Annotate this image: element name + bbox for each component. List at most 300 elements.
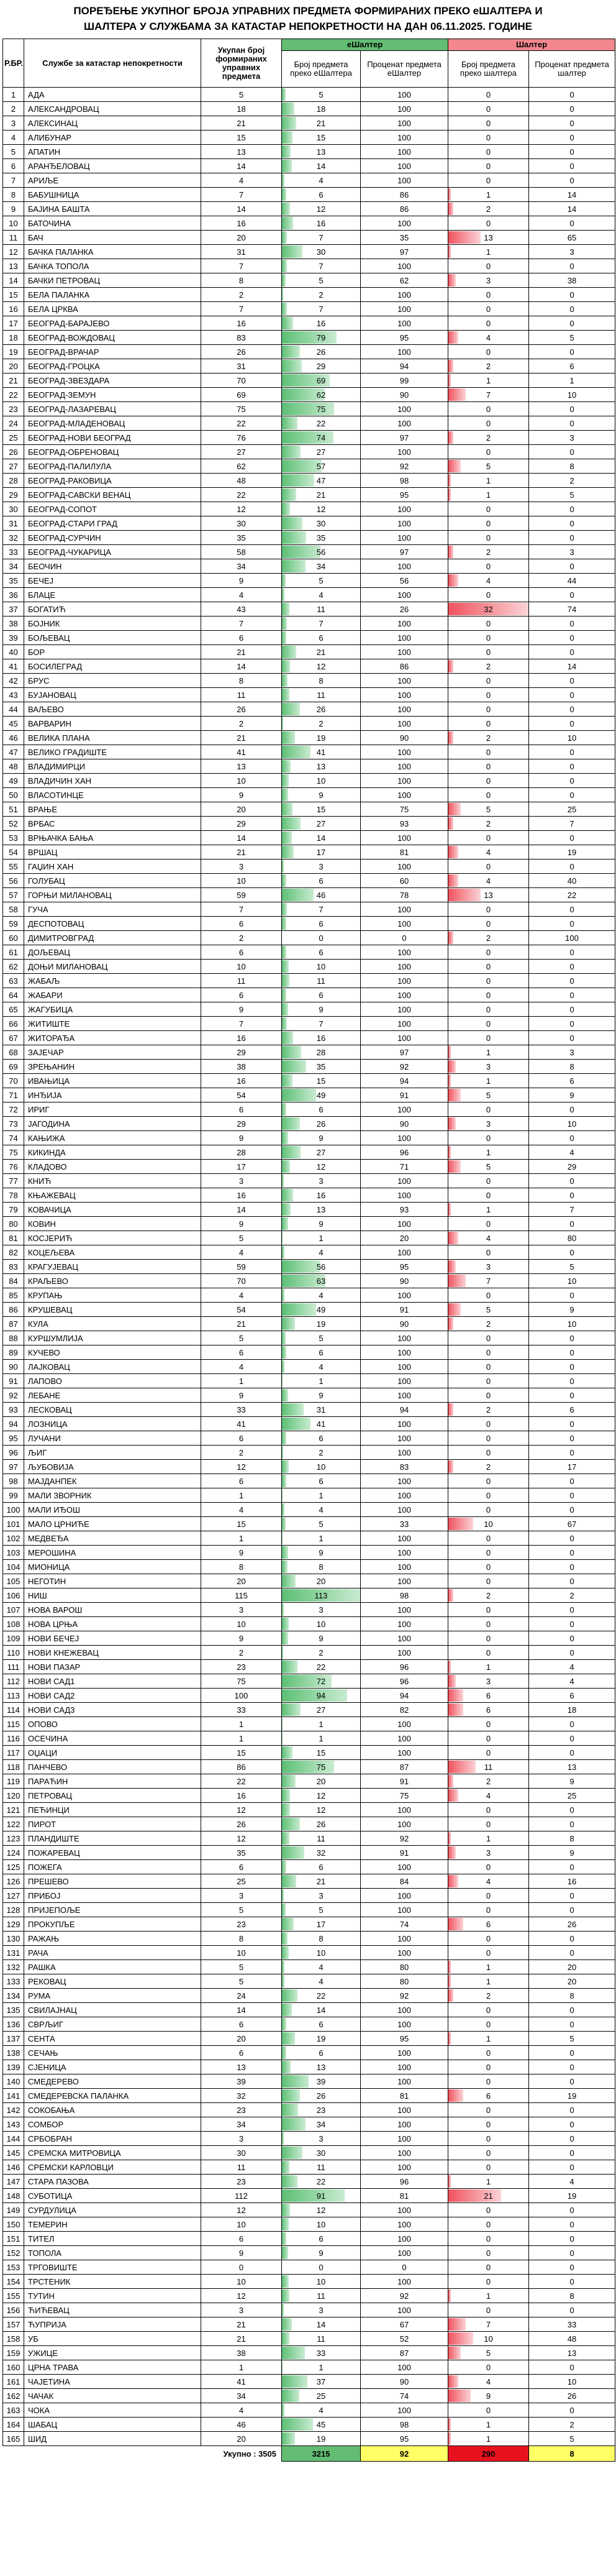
row-s-pct: 0 bbox=[529, 1560, 615, 1574]
row-s-count: 0 bbox=[448, 1946, 529, 1960]
row-total: 5 bbox=[201, 1903, 282, 1917]
row-service-name: БОГАТИЋ bbox=[24, 602, 201, 616]
row-e-count: 34 bbox=[282, 559, 361, 574]
table-row bbox=[3, 817, 615, 831]
row-service-name: НОВИ САД2 bbox=[24, 1689, 201, 1703]
row-e-count: 6 bbox=[282, 188, 361, 202]
row-s-count: 0 bbox=[448, 88, 529, 102]
row-number: 45 bbox=[3, 717, 24, 731]
row-s-pct: 14 bbox=[529, 202, 615, 216]
row-e-count: 9 bbox=[282, 1388, 361, 1403]
row-e-pct: 80 bbox=[361, 1974, 448, 1989]
row-s-pct: 0 bbox=[529, 788, 615, 802]
row-service-name: НОВА ЦРЊА bbox=[24, 1617, 201, 1631]
table-row bbox=[3, 1517, 615, 1531]
row-e-pct: 100 bbox=[361, 2403, 448, 2418]
row-total: 100 bbox=[201, 1689, 282, 1703]
row-s-count: 1 bbox=[448, 488, 529, 502]
row-e-pct: 97 bbox=[361, 431, 448, 445]
row-total: 34 bbox=[201, 559, 282, 574]
header-e-count: Број предмета преко еШалтера bbox=[282, 51, 361, 88]
row-s-count: 0 bbox=[448, 116, 529, 131]
row-service-name: ПЕЋИНЦИ bbox=[24, 1803, 201, 1817]
row-s-count: 0 bbox=[448, 2103, 529, 2117]
table-row bbox=[3, 1102, 615, 1117]
row-total: 7 bbox=[201, 302, 282, 316]
row-e-count: 35 bbox=[282, 1060, 361, 1074]
row-number: 136 bbox=[3, 2017, 24, 2032]
table-row bbox=[3, 1017, 615, 1031]
row-s-pct: 25 bbox=[529, 1789, 615, 1803]
row-total: 34 bbox=[201, 2117, 282, 2132]
row-e-pct: 100 bbox=[361, 974, 448, 988]
row-e-count: 1 bbox=[282, 1231, 361, 1245]
table-row bbox=[3, 1231, 615, 1245]
row-e-pct: 94 bbox=[361, 1074, 448, 1088]
row-service-name: СУРДУЛИЦА bbox=[24, 2203, 201, 2217]
row-service-name: НОВИ САД3 bbox=[24, 1703, 201, 1717]
row-s-pct: 0 bbox=[529, 131, 615, 145]
row-e-count: 8 bbox=[282, 674, 361, 688]
row-service-name: ПЕТРОВАЦ bbox=[24, 1789, 201, 1803]
row-e-count: 10 bbox=[282, 774, 361, 788]
row-e-count: 4 bbox=[282, 588, 361, 602]
row-number: 57 bbox=[3, 888, 24, 902]
row-s-count: 0 bbox=[448, 702, 529, 717]
row-e-pct: 96 bbox=[361, 2175, 448, 2189]
row-number: 146 bbox=[3, 2160, 24, 2175]
row-total: 28 bbox=[201, 1145, 282, 1160]
row-s-pct: 9 bbox=[529, 1774, 615, 1789]
row-e-count: 32 bbox=[282, 1846, 361, 1860]
row-e-pct: 100 bbox=[361, 216, 448, 231]
table-row bbox=[3, 445, 615, 459]
row-number: 13 bbox=[3, 259, 24, 273]
row-e-pct: 100 bbox=[361, 1474, 448, 1488]
row-service-name: БЕЛА ПАЛАНКА bbox=[24, 288, 201, 302]
row-e-pct: 62 bbox=[361, 273, 448, 288]
row-s-count: 0 bbox=[448, 2017, 529, 2032]
row-s-pct: 0 bbox=[529, 2046, 615, 2060]
row-e-pct: 100 bbox=[361, 1631, 448, 1646]
table-row bbox=[3, 616, 615, 631]
row-s-pct: 4 bbox=[529, 2175, 615, 2189]
row-e-pct: 100 bbox=[361, 316, 448, 331]
row-e-pct: 90 bbox=[361, 1274, 448, 1288]
row-total: 112 bbox=[201, 2189, 282, 2203]
table-row bbox=[3, 1160, 615, 1174]
row-s-pct: 65 bbox=[529, 231, 615, 245]
row-s-count: 0 bbox=[448, 1603, 529, 1617]
table-row bbox=[3, 1674, 615, 1689]
row-total: 83 bbox=[201, 331, 282, 345]
row-total: 21 bbox=[201, 645, 282, 659]
row-s-pct: 8 bbox=[529, 1060, 615, 1074]
row-number: 140 bbox=[3, 2074, 24, 2089]
row-s-pct: 1 bbox=[529, 374, 615, 388]
row-s-pct: 0 bbox=[529, 345, 615, 359]
row-service-name: МАЛО ЦРНИЋЕ bbox=[24, 1517, 201, 1531]
row-total: 20 bbox=[201, 2032, 282, 2046]
row-e-pct: 100 bbox=[361, 1374, 448, 1388]
row-total: 16 bbox=[201, 1031, 282, 1045]
row-number: 150 bbox=[3, 2217, 24, 2232]
row-number: 41 bbox=[3, 659, 24, 674]
row-s-pct: 13 bbox=[529, 2346, 615, 2360]
table-body bbox=[3, 88, 615, 2446]
row-s-count: 0 bbox=[448, 2003, 529, 2017]
table-row bbox=[3, 102, 615, 116]
row-s-pct: 0 bbox=[529, 774, 615, 788]
table-row bbox=[3, 2132, 615, 2146]
row-e-pct: 92 bbox=[361, 459, 448, 474]
table-row bbox=[3, 1217, 615, 1231]
table-row bbox=[3, 1932, 615, 1946]
row-s-pct: 0 bbox=[529, 88, 615, 102]
row-total: 18 bbox=[201, 102, 282, 116]
row-s-count: 0 bbox=[448, 859, 529, 874]
row-s-count: 0 bbox=[448, 1531, 529, 1546]
row-service-name: СОМБОР bbox=[24, 2117, 201, 2132]
table-row bbox=[3, 2389, 615, 2403]
row-number: 118 bbox=[3, 1760, 24, 1774]
row-e-count: 16 bbox=[282, 1031, 361, 1045]
row-e-pct: 20 bbox=[361, 1231, 448, 1245]
row-e-pct: 100 bbox=[361, 116, 448, 131]
row-total: 14 bbox=[201, 1203, 282, 1217]
row-service-name: ЉИГ bbox=[24, 1446, 201, 1460]
table-row bbox=[3, 674, 615, 688]
row-number: 139 bbox=[3, 2060, 24, 2074]
row-e-count: 26 bbox=[282, 2089, 361, 2103]
table-row bbox=[3, 1317, 615, 1331]
table-row bbox=[3, 974, 615, 988]
row-number: 122 bbox=[3, 1817, 24, 1831]
row-number: 9 bbox=[3, 202, 24, 216]
row-total: 41 bbox=[201, 1417, 282, 1431]
row-s-count: 0 bbox=[448, 645, 529, 659]
row-total: 14 bbox=[201, 2003, 282, 2017]
row-total: 20 bbox=[201, 231, 282, 245]
row-e-pct: 100 bbox=[361, 1431, 448, 1446]
row-s-count: 3 bbox=[448, 1846, 529, 1860]
row-service-name: КОЦЕЉЕВА bbox=[24, 1245, 201, 1260]
table-row bbox=[3, 288, 615, 302]
row-e-pct: 74 bbox=[361, 2389, 448, 2403]
row-e-pct: 100 bbox=[361, 717, 448, 731]
row-service-name: ЦРНА ТРАВА bbox=[24, 2360, 201, 2375]
row-e-count: 63 bbox=[282, 1274, 361, 1288]
table-row bbox=[3, 588, 615, 602]
table-row bbox=[3, 88, 615, 102]
row-service-name: МИОНИЦА bbox=[24, 1560, 201, 1574]
row-s-pct: 40 bbox=[529, 874, 615, 888]
row-s-pct: 0 bbox=[529, 2217, 615, 2232]
row-s-count: 0 bbox=[448, 102, 529, 116]
row-number: 161 bbox=[3, 2375, 24, 2389]
row-e-pct: 100 bbox=[361, 1446, 448, 1460]
row-total: 9 bbox=[201, 1388, 282, 1403]
row-s-count: 1 bbox=[448, 1045, 529, 1060]
table-row bbox=[3, 2418, 615, 2432]
row-e-pct: 100 bbox=[361, 788, 448, 802]
row-number: 10 bbox=[3, 216, 24, 231]
row-e-count: 4 bbox=[282, 2403, 361, 2418]
row-e-pct: 100 bbox=[361, 402, 448, 416]
row-s-pct: 6 bbox=[529, 1074, 615, 1088]
row-service-name: БЕОГРАД-СУРЧИН bbox=[24, 531, 201, 545]
row-e-count: 6 bbox=[282, 1860, 361, 1874]
row-s-count: 0 bbox=[448, 559, 529, 574]
row-service-name: СЈЕНИЦА bbox=[24, 2060, 201, 2074]
row-number: 107 bbox=[3, 1603, 24, 1617]
row-e-pct: 100 bbox=[361, 416, 448, 431]
row-e-pct: 97 bbox=[361, 245, 448, 259]
row-e-pct: 100 bbox=[361, 1546, 448, 1560]
row-s-pct: 0 bbox=[529, 1731, 615, 1746]
row-service-name: ШИД bbox=[24, 2432, 201, 2446]
table-row bbox=[3, 1131, 615, 1145]
row-service-name: РАЧА bbox=[24, 1946, 201, 1960]
table-row bbox=[3, 1946, 615, 1960]
row-e-count: 46 bbox=[282, 888, 361, 902]
row-s-count: 1 bbox=[448, 474, 529, 488]
table-row bbox=[3, 659, 615, 674]
row-e-pct: 100 bbox=[361, 173, 448, 188]
row-s-count: 1 bbox=[448, 2418, 529, 2432]
row-e-pct: 100 bbox=[361, 902, 448, 917]
table-row bbox=[3, 2189, 615, 2203]
row-e-pct: 100 bbox=[361, 2060, 448, 2074]
row-e-pct: 75 bbox=[361, 1789, 448, 1803]
row-number: 30 bbox=[3, 502, 24, 516]
row-s-pct: 0 bbox=[529, 1017, 615, 1031]
row-service-name: ЗАЈЕЧАР bbox=[24, 1045, 201, 1060]
row-number: 135 bbox=[3, 2003, 24, 2017]
row-s-pct: 6 bbox=[529, 359, 615, 374]
row-number: 121 bbox=[3, 1803, 24, 1817]
row-e-count: 0 bbox=[282, 2260, 361, 2275]
row-s-pct: 26 bbox=[529, 1917, 615, 1932]
row-s-pct: 0 bbox=[529, 588, 615, 602]
row-number: 108 bbox=[3, 1617, 24, 1631]
row-s-count: 2 bbox=[448, 731, 529, 745]
row-service-name: ЛАЈКОВАЦ bbox=[24, 1360, 201, 1374]
row-number: 22 bbox=[3, 388, 24, 402]
row-service-name: МАЛИ ЗВОРНИК bbox=[24, 1488, 201, 1503]
row-e-count: 1 bbox=[282, 1374, 361, 1388]
row-s-count: 4 bbox=[448, 1231, 529, 1245]
row-e-pct: 0 bbox=[361, 931, 448, 945]
table-row bbox=[3, 1617, 615, 1631]
row-service-name: НЕГОТИН bbox=[24, 1574, 201, 1588]
row-e-pct: 0 bbox=[361, 2260, 448, 2275]
row-s-pct: 2 bbox=[529, 2418, 615, 2432]
row-e-pct: 100 bbox=[361, 1360, 448, 1374]
table-row bbox=[3, 2117, 615, 2132]
row-e-count: 12 bbox=[282, 659, 361, 674]
row-number: 19 bbox=[3, 345, 24, 359]
row-e-pct: 33 bbox=[361, 1517, 448, 1531]
row-e-count: 2 bbox=[282, 1646, 361, 1660]
row-e-pct: 100 bbox=[361, 688, 448, 702]
table-row bbox=[3, 1574, 615, 1588]
row-total: 2 bbox=[201, 1646, 282, 1660]
row-service-name: БЕОГРАД-ВОЖДОВАЦ bbox=[24, 331, 201, 345]
row-number: 125 bbox=[3, 1860, 24, 1874]
row-number: 46 bbox=[3, 731, 24, 745]
row-e-count: 29 bbox=[282, 359, 361, 374]
row-s-pct: 67 bbox=[529, 1517, 615, 1531]
row-s-pct: 0 bbox=[529, 2275, 615, 2289]
row-s-pct: 0 bbox=[529, 1503, 615, 1517]
row-s-count: 0 bbox=[448, 974, 529, 988]
table-row bbox=[3, 731, 615, 745]
row-total: 35 bbox=[201, 531, 282, 545]
row-e-count: 4 bbox=[282, 173, 361, 188]
row-e-pct: 100 bbox=[361, 531, 448, 545]
row-e-count: 5 bbox=[282, 1903, 361, 1917]
row-e-pct: 93 bbox=[361, 817, 448, 831]
row-e-pct: 100 bbox=[361, 1717, 448, 1731]
row-number: 114 bbox=[3, 1703, 24, 1717]
row-e-pct: 56 bbox=[361, 574, 448, 588]
row-service-name: БЕОГРАД-ГРОЦКА bbox=[24, 359, 201, 374]
row-total: 23 bbox=[201, 2103, 282, 2117]
row-total: 46 bbox=[201, 2418, 282, 2432]
header-rb: Р.БР. bbox=[3, 39, 24, 88]
row-number: 52 bbox=[3, 817, 24, 831]
row-e-count: 1 bbox=[282, 1717, 361, 1731]
row-s-count: 0 bbox=[448, 2203, 529, 2217]
table-row bbox=[3, 2017, 615, 2032]
row-s-count: 3 bbox=[448, 1060, 529, 1074]
row-s-count: 4 bbox=[448, 574, 529, 588]
row-service-name: СЕНТА bbox=[24, 2032, 201, 2046]
table-row bbox=[3, 1088, 615, 1102]
row-total: 3 bbox=[201, 2303, 282, 2317]
row-service-name: БАТОЧИНА bbox=[24, 216, 201, 231]
row-number: 98 bbox=[3, 1474, 24, 1488]
row-number: 72 bbox=[3, 1102, 24, 1117]
row-total: 6 bbox=[201, 631, 282, 645]
row-number: 142 bbox=[3, 2103, 24, 2117]
row-e-count: 12 bbox=[282, 1789, 361, 1803]
row-total: 12 bbox=[201, 1831, 282, 1846]
row-s-count: 0 bbox=[448, 173, 529, 188]
row-total: 4 bbox=[201, 173, 282, 188]
row-total: 58 bbox=[201, 545, 282, 559]
row-number: 87 bbox=[3, 1317, 24, 1331]
row-s-count: 0 bbox=[448, 516, 529, 531]
row-s-pct: 6 bbox=[529, 1403, 615, 1417]
row-number: 126 bbox=[3, 1874, 24, 1889]
row-s-pct: 0 bbox=[529, 2360, 615, 2375]
row-e-pct: 100 bbox=[361, 745, 448, 759]
row-service-name: ПАРАЋИН bbox=[24, 1774, 201, 1789]
row-s-count: 2 bbox=[448, 659, 529, 674]
row-number: 132 bbox=[3, 1960, 24, 1974]
row-service-name: МАЈДАНПЕК bbox=[24, 1474, 201, 1488]
row-total: 11 bbox=[201, 688, 282, 702]
row-s-count: 0 bbox=[448, 1017, 529, 1031]
row-e-pct: 93 bbox=[361, 1203, 448, 1217]
row-number: 89 bbox=[3, 1345, 24, 1360]
table-row bbox=[3, 859, 615, 874]
totals-s-count: 290 bbox=[448, 2446, 529, 2462]
row-s-count: 0 bbox=[448, 2060, 529, 2074]
table-row bbox=[3, 1588, 615, 1603]
row-e-pct: 100 bbox=[361, 674, 448, 688]
row-number: 31 bbox=[3, 516, 24, 531]
row-e-pct: 100 bbox=[361, 859, 448, 874]
row-e-count: 7 bbox=[282, 231, 361, 245]
row-e-count: 5 bbox=[282, 1517, 361, 1531]
table-row bbox=[3, 188, 615, 202]
row-total: 8 bbox=[201, 273, 282, 288]
row-e-pct: 35 bbox=[361, 231, 448, 245]
row-total: 5 bbox=[201, 1960, 282, 1974]
row-number: 56 bbox=[3, 874, 24, 888]
row-s-pct: 5 bbox=[529, 488, 615, 502]
row-e-pct: 100 bbox=[361, 1646, 448, 1660]
row-e-pct: 100 bbox=[361, 945, 448, 960]
row-service-name: ЗРЕЊАНИН bbox=[24, 1060, 201, 1074]
row-s-pct: 0 bbox=[529, 159, 615, 173]
row-s-count: 2 bbox=[448, 1317, 529, 1331]
row-e-count: 6 bbox=[282, 988, 361, 1002]
row-service-name: БЕОГРАД-ЗВЕЗДАРА bbox=[24, 374, 201, 388]
row-total: 32 bbox=[201, 2089, 282, 2103]
row-e-pct: 100 bbox=[361, 302, 448, 316]
row-s-count: 0 bbox=[448, 1803, 529, 1817]
row-s-count: 0 bbox=[448, 631, 529, 645]
row-s-count: 0 bbox=[448, 345, 529, 359]
row-number: 162 bbox=[3, 2389, 24, 2403]
row-e-pct: 98 bbox=[361, 1588, 448, 1603]
row-e-pct: 100 bbox=[361, 2232, 448, 2246]
row-service-name: БЕОЧИН bbox=[24, 559, 201, 574]
row-s-pct: 0 bbox=[529, 1817, 615, 1831]
row-total: 21 bbox=[201, 845, 282, 859]
row-s-count: 0 bbox=[448, 1331, 529, 1345]
table-row bbox=[3, 1760, 615, 1774]
table-row bbox=[3, 202, 615, 216]
row-e-pct: 100 bbox=[361, 917, 448, 931]
row-total: 10 bbox=[201, 774, 282, 788]
row-number: 43 bbox=[3, 688, 24, 702]
table-row bbox=[3, 216, 615, 231]
row-e-pct: 84 bbox=[361, 1874, 448, 1889]
row-service-name: БОСИЛЕГРАД bbox=[24, 659, 201, 674]
row-total: 21 bbox=[201, 2317, 282, 2332]
row-s-pct: 0 bbox=[529, 2303, 615, 2317]
row-e-count: 20 bbox=[282, 1574, 361, 1588]
row-service-name: ГАЏИН ХАН bbox=[24, 859, 201, 874]
row-e-count: 27 bbox=[282, 1703, 361, 1717]
table-row bbox=[3, 402, 615, 416]
row-s-pct: 48 bbox=[529, 2332, 615, 2346]
row-s-pct: 0 bbox=[529, 1889, 615, 1903]
table-row bbox=[3, 388, 615, 402]
row-number: 11 bbox=[3, 231, 24, 245]
table-row bbox=[3, 1974, 615, 1989]
row-number: 160 bbox=[3, 2360, 24, 2375]
row-s-count: 0 bbox=[448, 1560, 529, 1574]
row-s-pct: 0 bbox=[529, 1631, 615, 1646]
row-total: 9 bbox=[201, 1631, 282, 1646]
row-s-pct: 33 bbox=[529, 2317, 615, 2332]
